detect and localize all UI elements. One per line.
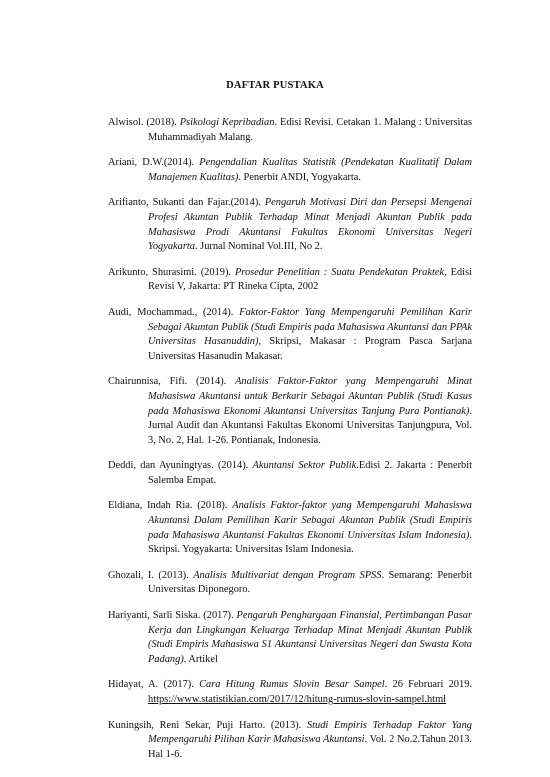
reference-publisher: . Skripsi. Yogyakarta: Universitas Islam Indonesia. [148, 529, 472, 556]
reference-publisher: , Skripsi, Makasar : Program Pasca Sarjana Universitas Hasanudin Makasar. [148, 336, 472, 362]
reference-url-link[interactable]: https://www.statistikian.com/2017/12/hitung-rumus-slovin-sampel.html [148, 694, 447, 705]
reference-entry [108, 569, 472, 598]
reference-entry [108, 196, 472, 254]
reference-title: Studi Empiris Terhadap Faktor Yang Mempengaruhi Pilihan Karir Mahasiswa Akuntansi [148, 719, 473, 746]
reference-title: Cara Hitung Rumus Slovin Besar Sampel [199, 679, 385, 691]
reference-author-year: Ariani, D.W.(2014). [108, 157, 200, 169]
reference-author-year: Alwisol. (2018). [108, 117, 180, 128]
reference-entry [108, 459, 472, 488]
reference-author-year: Audi, Mochammad., (2014). [108, 306, 240, 318]
reference-title: Prosedur Penelitian : Suatu Pendekatan Praktek [234, 266, 445, 278]
reference-entry [108, 116, 472, 145]
page-title: DAFTAR PUSTAKA [226, 80, 324, 91]
reference-publisher: . Jurnal Nominal Vol.III, No 2. [194, 241, 323, 253]
reference-entry [108, 156, 472, 185]
reference-publisher: . Edisi Revisi. Cetakan 1. Malang : Universitas Muhammadiyah Malang. [148, 117, 472, 143]
reference-title: Pengendalian Kualitas Statistik (Pendekatan Kualitatif Dalam Manajemen Kualitas) [148, 157, 472, 183]
reference-entry [108, 375, 472, 448]
reference-publisher: , Edisi Revisi V, Jakarta: PT Rineka Cipta, 2002 [148, 266, 472, 293]
reference-entry [108, 306, 472, 364]
reference-author-year: Deddi, dan Ayuningtyas. (2014). [108, 460, 253, 472]
reference-publisher: . Jurnal Audit dan Akuntansi Fakultas Ekonomi Universitas Tanjungpura, Vol. 3, No. 2, Hal. 1-26. Pontianak, Indonesia. [148, 405, 472, 446]
reference-publisher: .Edisi 2. Jakarta : Penerbit Salemba Empat. [148, 460, 472, 486]
reference-entry [108, 678, 472, 707]
reference-title: Psikologi Kepribadian [179, 117, 275, 128]
reference-publisher: . Artikel [183, 653, 218, 665]
reference-author-year: Hidayat, A. (2017). [108, 679, 200, 691]
reference-title: Faktor-Faktor Yang Mempengaruhi Pemilihan Karir Sebagai Akuntan Publik (Studi Empiris pada Mahasiswa Akuntansi dan PPAk Universitas Hasanuddin) [148, 306, 472, 348]
reference-title: Pengaruh Motivasi Diri dan Persepsi Mengenai Profesi Akuntan Publik Terhadap Minat Menjadi Akuntan Publik pada Mahasiswa Prodi Akuntansi Fakultas Ekonomi Universitas Negeri Yogyakarta [148, 197, 472, 253]
reference-author-year: Arikunto, Shurasimi. (2019). [108, 266, 235, 278]
reference-author-year: Arifianto, Sukanti dan Fajar.(2014). [108, 197, 265, 209]
reference-title: Analisis Faktor-faktor yang Mempengaruhi Mahasiswa Akuntansi Dalam Pemilihan Karir Sebagai Akuntan Publik (Studi Empiris pada Mahasiswa Akuntansi Fakultas Ekonomi Universitas Islam Indonesia) [148, 500, 472, 541]
reference-list [108, 116, 472, 773]
reference-entry [108, 609, 472, 667]
reference-publisher: . 26 Februari 2019. [384, 679, 472, 691]
reference-title: Analisis Multivariat dengan Program SPSS [193, 569, 382, 581]
reference-entry [108, 719, 472, 763]
reference-entry [108, 499, 472, 557]
reference-title: Akuntansi Sektor Publik [252, 460, 357, 472]
reference-author-year: Eldiana, Indah Ria. (2018). [108, 500, 233, 512]
reference-author-year: Hariyanti, Sarli Siska. (2017). [108, 610, 237, 622]
reference-title: Pengaruh Penghargaan Finansial, Pertimbangan Pasar Kerja dan Lingkungan Keluarga Terhadap Minat Menjadi Akuntan Publik (Studi Empiris Mahasiswa S1 Akuntansi Universitas Negeri dan Swasta Kota Padang) [148, 610, 472, 665]
reference-author-year: Kuningsih, Reni Sekar, Puji Harto. (2013). [108, 719, 307, 731]
reference-publisher: . Penerbit ANDI, Yogyakarta. [238, 171, 361, 183]
reference-publisher: . Semarang: Penerbit Universitas Diponegoro. [148, 569, 473, 596]
reference-title: Analisis Faktor-Faktor yang Mempengaruhi Minat Mahasiswa Akuntansi untuk Berkarir Sebagai Akuntan Publik (Studi Kasus pada Mahasiswa Ekonomi Akuntansi Universitas Tanjung Pura Pontianak) [148, 376, 472, 417]
reference-publisher: . Vol. 2 No.2.Tahun 2013. Hal 1-6. [148, 734, 472, 760]
reference-author-year: Ghozali, I. (2013). [108, 569, 194, 581]
reference-author-year: Chairunnisa, Fifi. (2014). [108, 376, 236, 388]
reference-entry [108, 266, 472, 295]
